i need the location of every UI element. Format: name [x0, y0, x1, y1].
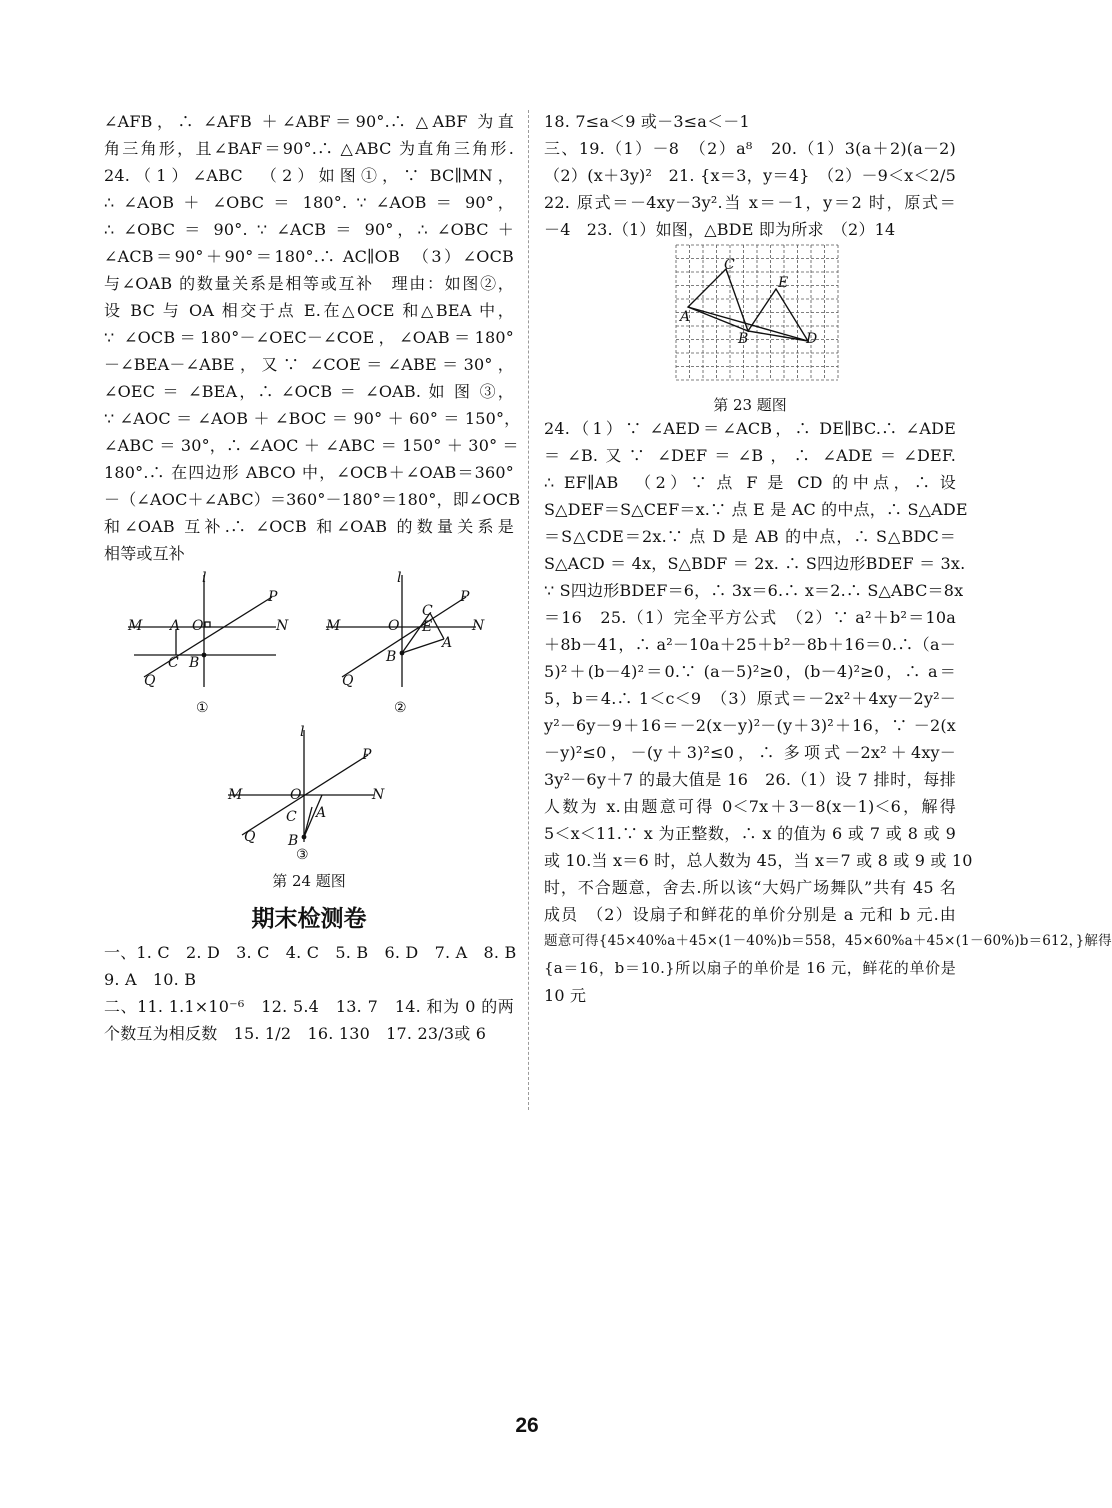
text-line: 三、19.（1）－8 （2）a⁸ 20.（1）3(a＋2)(a－2)	[544, 139, 956, 158]
text-line: 时，不合题意，舍去.所以该“大妈广场舞队”共有 45 名	[544, 878, 956, 897]
text-line: S△DEF＝S△CEF＝x.∵ 点 E 是 AC 的中点，∴ S△ADE	[544, 500, 968, 519]
label-o-1: O	[192, 618, 204, 634]
text-line: {a＝16，b＝10.}所以扇子的单价是 16 元，鲜花的单价是	[544, 959, 956, 977]
text-line: ∠ABC ＝ 30°，∴ ∠AOC ＋ ∠ABC ＝ 150° ＋ 30° ＝	[104, 436, 519, 455]
point-b-2	[400, 651, 405, 656]
figure-number-1: ①	[196, 700, 209, 716]
text-line: 9. A 10. B	[104, 970, 197, 989]
text-line: －4 23.（1）如图，△BDE 即为所求 （2）14	[544, 220, 896, 239]
label-c-2: C	[422, 603, 433, 619]
label-a-1: A	[170, 618, 181, 634]
left-text-bottom	[104, 939, 517, 1047]
right-column	[544, 108, 1112, 1009]
label-b-3: B	[288, 833, 299, 849]
text-line: 3y²－6y＋7 的最大值是 16 26.（1）设 7 排时，每排	[544, 770, 956, 789]
column-divider	[528, 110, 529, 1110]
text-line: 180°.∴ 在四边形 ABCO 中，∠OCB＋∠OAB＝360°	[104, 463, 514, 482]
label-l-3: l	[300, 724, 305, 740]
label-n-1: N	[276, 618, 289, 634]
text-line: ∴ ∠AOB ＋ ∠OBC ＝ 180°. ∵ ∠AOB ＝ 90°，	[104, 193, 514, 212]
text-line: 10 元	[544, 986, 587, 1005]
label-c-23: C	[724, 257, 735, 273]
text-line: 成员 （2）设扇子和鲜花的单价分别是 a 元和 b 元.由	[544, 905, 956, 924]
text-line: ∴ EF∥AB （2）∵ 点 F 是 CD 的中点，∴ 设	[544, 473, 956, 492]
page-number: 26	[515, 1414, 539, 1437]
text-line: ＝S△CDE＝2x.∵ 点 D 是 AB 的中点，∴ S△BDC＝	[544, 527, 956, 546]
text-line: ∠OEC ＝ ∠BEA，∴ ∠OCB ＝ ∠OAB. 如 图 ③，	[104, 382, 514, 401]
text-line: ∵ S四边形BDEF＝6，∴ 3x＝6.∴ x＝2.∴ S△ABC＝8x	[544, 581, 964, 600]
text-line: －∠BEA－∠ABE，又∵ ∠COE＝∠ABE＝30°，	[104, 355, 514, 374]
text-line: ＝16 25.（1）完全平方公式 （2）∵ a²＋b²＝10a	[544, 608, 956, 627]
figure-23-caption: 第 23 题图	[713, 396, 787, 414]
figure-24	[104, 567, 514, 891]
text-line: 18. 7≤a＜9 或－3≤a＜－1	[544, 112, 750, 131]
text-line: 5，b＝4.∴ 1＜c＜9 （3）原式＝－2x²＋4xy－2y²－	[544, 689, 956, 708]
label-n-2: N	[472, 618, 485, 634]
figure-23-diagram	[544, 243, 956, 391]
text-line: 和∠OAB 互补.∴ ∠OCB 和∠OAB 的数量关系是	[104, 517, 514, 536]
text-line: （2）(x＋3y)² 21. {x＝3，y＝4} （2）－9＜x＜2/5	[544, 166, 956, 185]
text-line: 5＜x＜11.∵ x 为正整数，∴ x 的值为 6 或 7 或 8 或 9	[544, 824, 956, 843]
right-text-top	[544, 108, 956, 243]
text-line: 个数互为相反数 15. 1/2 16. 130 17. 23/3或 6	[104, 1024, 487, 1043]
text-line: 人数为 x.由题意可得 0＜7x＋3－8(x－1)＜6，解得	[544, 797, 956, 816]
label-a-23: A	[680, 309, 691, 325]
right-text-bottom	[544, 415, 1112, 1009]
text-line: 角三角形，且∠BAF＝90°.∴ △ABC 为直角三角形.	[104, 139, 514, 158]
label-c-1: C	[168, 655, 179, 671]
text-line: ∠AFB，∴ ∠AFB ＋∠ABF＝90°.∴ △ABF 为直	[104, 112, 514, 131]
text-line: ＝∠B.又∵ ∠DEF＝∠B，∴ ∠ADE＝∠DEF.	[544, 446, 956, 465]
label-m-1: M	[128, 618, 143, 634]
label-a-3: A	[316, 805, 327, 821]
label-e-2: E	[422, 619, 433, 635]
text-line: 相等或互补	[104, 544, 186, 563]
text-line: ∴ ∠OBC ＝ 90°. ∵ ∠ACB ＝ 90°，∴ ∠OBC ＋	[104, 220, 514, 239]
text-line: 一、1. C 2. D 3. C 4. C 5. B 6. D 7. A 8. B	[104, 943, 517, 962]
label-p-1: P	[268, 589, 278, 605]
figure-24-caption: 第 24 题图	[272, 872, 346, 890]
figure-number-3: ③	[296, 847, 309, 863]
label-b-1: B	[189, 655, 200, 671]
left-text-top	[104, 108, 521, 567]
label-b-2: B	[386, 649, 397, 665]
label-o-2: O	[388, 618, 400, 634]
label-p-2: P	[460, 589, 470, 605]
text-line: S△ACD ＝ 4x，S△BDF ＝ 2x. ∴ S四边形BDEF ＝ 3x.	[544, 554, 966, 573]
text-line: 24.（1）∵ ∠AED＝∠ACB，∴ DE∥BC.∴ ∠ADE	[544, 419, 956, 438]
figure-23	[544, 243, 956, 415]
label-c-3: C	[286, 809, 297, 825]
label-l-2: l	[397, 570, 402, 586]
label-p-3: P	[362, 747, 372, 763]
label-q-3: Q	[244, 829, 256, 845]
text-line: 题意可得{45×40%a＋45×(1－40%)b＝558，45×60%a＋45×(1－60%)b＝612，}解得	[544, 933, 1112, 949]
text-line: －y)²≤0，－(y＋3)²≤0，∴ 多项式－2x²＋4xy－	[544, 743, 956, 762]
text-line: ∵ ∠OCB＝180°－∠OEC－∠COE，∠OAB＝180°	[104, 328, 514, 347]
point-b-1	[202, 653, 207, 658]
text-line: 二、11. 1.1×10⁻⁶ 12. 5.4 13. 7 14. 和为 0 的两	[104, 997, 514, 1016]
label-l-1: l	[202, 570, 207, 586]
text-line: y²－6y－9＋16＝－2(x－y)²－(y＋3)²＋16，∵ －2(x	[544, 716, 956, 735]
section-title: 期末检测卷	[251, 906, 367, 932]
text-line: 5)²＋(b－4)²＝0.∵ (a－5)²≥0，(b－4)²≥0，∴ a＝	[544, 662, 956, 681]
label-b-23: B	[738, 331, 749, 347]
label-m-3: M	[228, 787, 243, 803]
text-line: 22. 原式＝－4xy－3y².当 x＝－1，y＝2 时，原式＝	[544, 193, 956, 212]
label-m-2: M	[326, 618, 341, 634]
text-line: ＋8b－41，∴ a²－10a＋25＋b²－8b＋16＝0.∴（a－	[544, 635, 956, 654]
text-line: ∵ ∠AOC ＝ ∠AOB ＋ ∠BOC ＝ 90° ＋ 60° ＝ 150°，	[104, 409, 521, 428]
label-a-2: A	[442, 635, 453, 651]
label-q-1: Q	[144, 673, 156, 689]
text-line: ∠ACB＝90°＋90°＝180°.∴ AC∥OB （3）∠OCB	[104, 247, 514, 266]
label-q-2: Q	[342, 673, 354, 689]
figure-24-diagram	[104, 567, 514, 867]
text-line: 设 BC 与 OA 相交于点 E.在△OCE 和△BEA 中，	[104, 301, 514, 320]
point-b-3	[302, 835, 307, 840]
text-line: 与∠OAB 的数量关系是相等或互补 理由：如图②，	[104, 274, 514, 293]
text-line: －（∠AOC＋∠ABC）＝360°－180°＝180°，即∠OCB	[104, 490, 521, 509]
text-line: 24.（1）∠ABC （2）如图①，∵ BC∥MN，	[104, 166, 514, 185]
label-o-3: O	[290, 787, 302, 803]
label-n-3: N	[372, 787, 385, 803]
left-column	[104, 108, 521, 1047]
text-line: 或 10.当 x＝6 时，总人数为 45，当 x＝7 或 8 或 9 或 10	[544, 851, 973, 870]
label-d-23: D	[806, 331, 818, 347]
label-e-23: E	[778, 275, 789, 291]
figure-number-2: ②	[394, 700, 407, 716]
